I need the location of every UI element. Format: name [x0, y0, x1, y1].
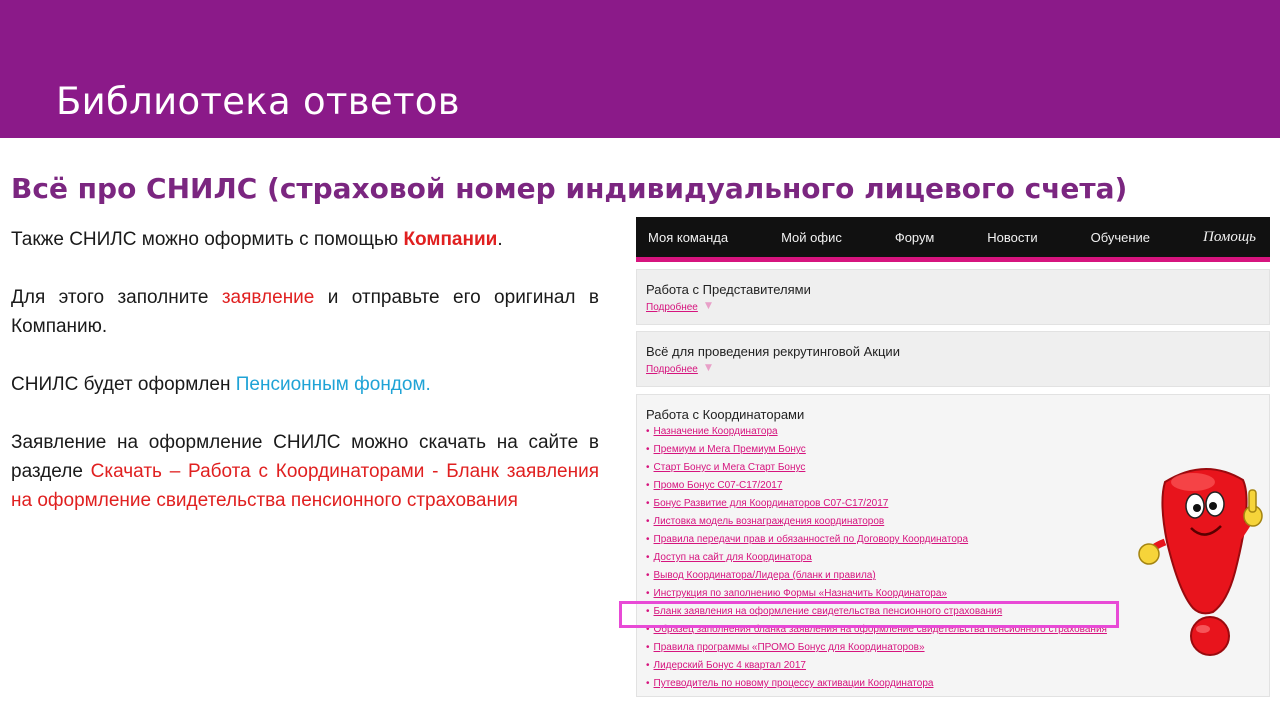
header-banner [0, 0, 1280, 138]
paragraph-pension-fund: СНИЛС будет оформлен Пенсионным фондом. [11, 374, 431, 395]
nav-training[interactable]: Обучение [1090, 229, 1151, 245]
paragraph-application: Для этого заполните заявление и отправьте его оригинал в Компанию. [11, 287, 599, 337]
nav-accent-bar [636, 257, 1270, 262]
nav-my-office[interactable]: Мой офис [781, 229, 842, 245]
application-link[interactable]: заявление [221, 287, 315, 308]
list-item[interactable]: • Правила программы «ПРОМО Бонус для Координаторов» [646, 642, 925, 653]
list-item[interactable]: • Назначение Координатора [646, 426, 778, 437]
list-item[interactable]: • Доступ на сайт для Координатора [646, 552, 812, 563]
nav-forum[interactable]: Форум [894, 229, 935, 245]
section-title: Всё для проведения рекрутинговой Акции [646, 344, 900, 359]
section-recruiting [636, 331, 1270, 387]
exclamation-mascot-icon [1135, 462, 1275, 662]
list-item[interactable]: • Образец заполнения бланка заявления на оформление свидетельства пенсионного страхования [646, 624, 1107, 635]
more-link[interactable]: Подробнее [646, 364, 698, 375]
list-item[interactable]: • Путеводитель по новому процессу активации Координатора [646, 678, 934, 689]
more-link[interactable]: Подробнее [646, 302, 698, 313]
site-nav [636, 217, 1270, 257]
list-item[interactable]: • Премиум и Мега Премиум Бонус [646, 444, 806, 455]
list-item[interactable]: • Листовка модель вознаграждения координаторов [646, 516, 885, 527]
section-title: Работа с Представителями [646, 282, 811, 297]
company-highlight: Компании [403, 229, 498, 250]
instructions-text [11, 225, 599, 544]
download-path-link[interactable]: Скачать – Работа с Координаторами - Бланк заявления на оформление свидетельства пенсионного страхования [11, 461, 599, 511]
list-item[interactable]: • Правила передачи прав и обязанностей по Договору Координатора [646, 534, 969, 545]
section-heading: Всё про СНИЛС (страховой номер индивидуального лицевого счета) [11, 172, 1128, 205]
list-item[interactable]: • Лидерский Бонус 4 квартал 2017 [646, 660, 806, 671]
section-representatives [636, 269, 1270, 325]
nav-help[interactable]: Помощь [1203, 228, 1256, 245]
nav-my-team[interactable]: Моя команда [648, 229, 729, 245]
chevron-down-icon: ▼ [705, 363, 712, 373]
paragraph-company: Также СНИЛС можно оформить с помощью Компании. [11, 229, 503, 250]
list-item[interactable]: • Инструкция по заполнению Формы «Назначить Координатора» [646, 588, 947, 599]
highlight-frame [619, 601, 1119, 628]
list-item[interactable]: • Вывод Координатора/Лидера (бланк и правила) [646, 570, 876, 581]
pension-fund-link[interactable]: Пенсионным фондом. [235, 374, 431, 395]
paragraph-download: Заявление на оформление СНИЛС можно скачать на сайте в разделе Скачать – Работа с Координаторами - Бланк заявления на оформление свидетельства пенсионного страхования [11, 432, 599, 511]
chevron-down-icon: ▼ [705, 301, 712, 311]
coordinator-links [646, 426, 1107, 696]
section-title: Работа с Координаторами [646, 407, 805, 422]
list-item-highlighted[interactable]: • Бланк заявления на оформление свидетельства пенсионного страхования [646, 606, 1003, 617]
page-title: Библиотека ответов [56, 80, 460, 123]
list-item[interactable]: • Бонус Развитие для Координаторов С07-С17/2017 [646, 498, 889, 509]
list-item[interactable]: • Старт Бонус и Мега Старт Бонус [646, 462, 806, 473]
nav-news[interactable]: Новости [987, 229, 1038, 245]
list-item[interactable]: • Промо Бонус С07-С17/2017 [646, 480, 783, 491]
